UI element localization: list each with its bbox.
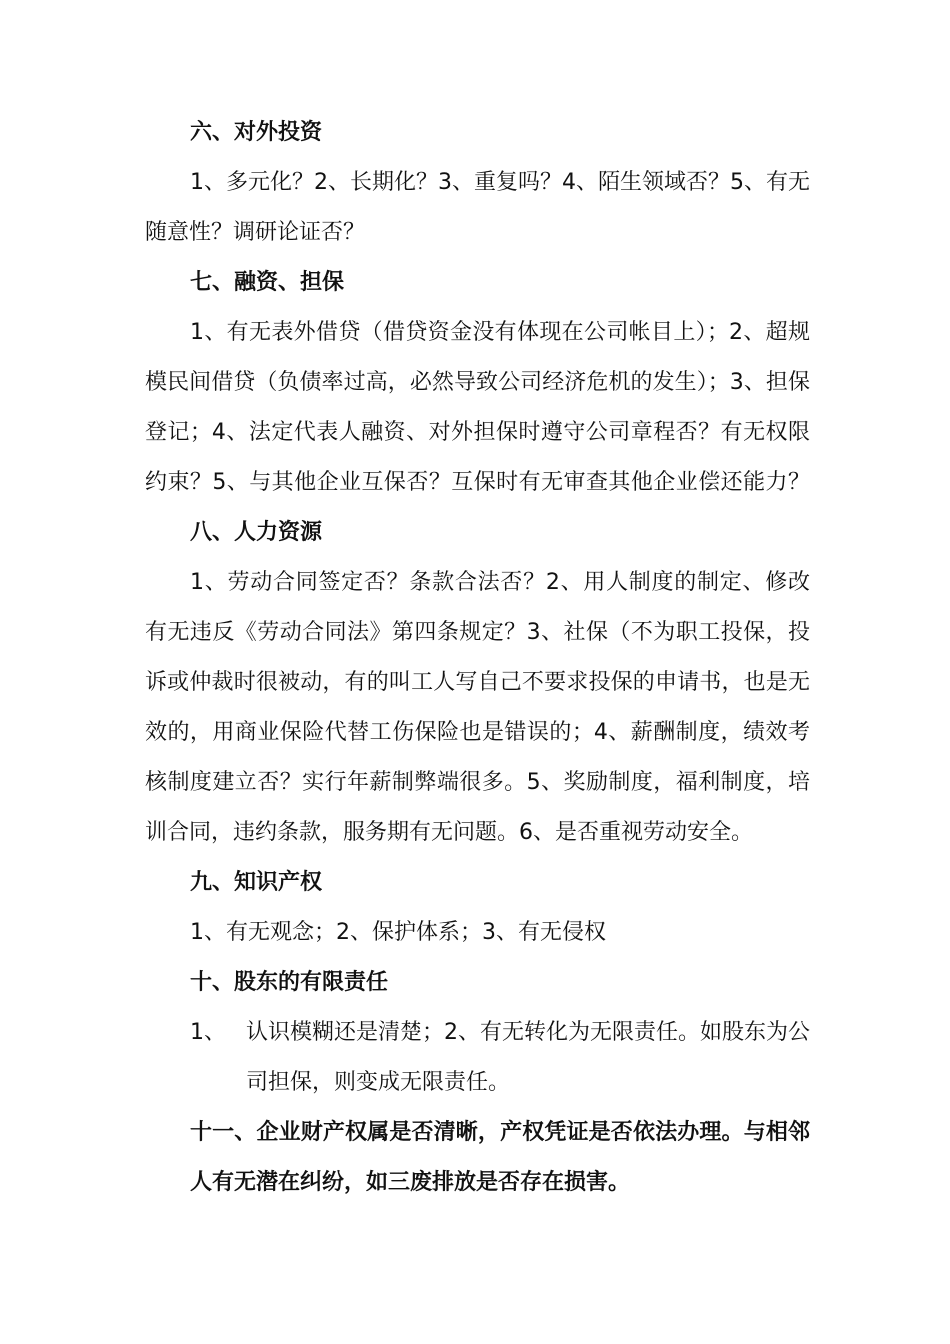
section-heading-6: 六、对外投资 <box>190 120 323 145</box>
paragraph-line: 认识模糊还是清楚；2、有无转化为无限责任。如股东为公 <box>246 1020 810 1045</box>
paragraph-line: 1、多元化？2、长期化？3、重复吗？4、陌生领域否？5、有无 <box>190 170 810 195</box>
paragraph-line: 有无违反《劳动合同法》第四条规定？3、社保（不为职工投保，投 <box>145 620 810 645</box>
paragraph-line: 司担保，则变成无限责任。 <box>246 1070 511 1095</box>
paragraph-line: 1、有无观念；2、保护体系；3、有无侵权 <box>190 920 606 945</box>
section-heading-10: 十、股东的有限责任 <box>190 970 389 995</box>
paragraph-line: 效的，用商业保险代替工伤保险也是错误的；4、薪酬制度，绩效考 <box>145 720 810 745</box>
paragraph-line: 模民间借贷（负债率过高，必然导致公司经济危机的发生）；3、担保 <box>145 370 810 395</box>
section-11-bold-line: 十一、企业财产权属是否清晰，产权凭证是否依法办理。与相邻 <box>190 1120 810 1145</box>
paragraph-line: 1、有无表外借贷（借贷资金没有体现在公司帐目上）；2、超规 <box>190 320 810 345</box>
section-heading-9: 九、知识产权 <box>190 870 323 895</box>
paragraph-line: 约束？5、与其他企业互保否？互保时有无审查其他企业偿还能力？ <box>145 470 810 495</box>
paragraph-line: 1、劳动合同签定否？条款合法否？2、用人制度的制定、修改 <box>190 570 810 595</box>
section-heading-7: 七、融资、担保 <box>190 270 345 295</box>
paragraph-line: 训合同，违约条款，服务期有无问题。6、是否重视劳动安全。 <box>145 820 753 845</box>
paragraph-line: 随意性？调研论证否？ <box>145 220 366 245</box>
section-11-bold-line: 人有无潜在纠纷，如三废排放是否存在损害。 <box>190 1170 631 1195</box>
list-item-number: 1、 <box>190 1020 226 1045</box>
paragraph-line: 核制度建立否？实行年薪制弊端很多。5、奖励制度，福利制度，培 <box>145 770 810 795</box>
paragraph-line: 诉或仲裁时很被动，有的叫工人写自己不要求投保的申请书，也是无 <box>145 670 810 695</box>
section-heading-8: 八、人力资源 <box>190 520 323 545</box>
paragraph-line: 登记；4、法定代表人融资、对外担保时遵守公司章程否？有无权限 <box>145 420 810 445</box>
